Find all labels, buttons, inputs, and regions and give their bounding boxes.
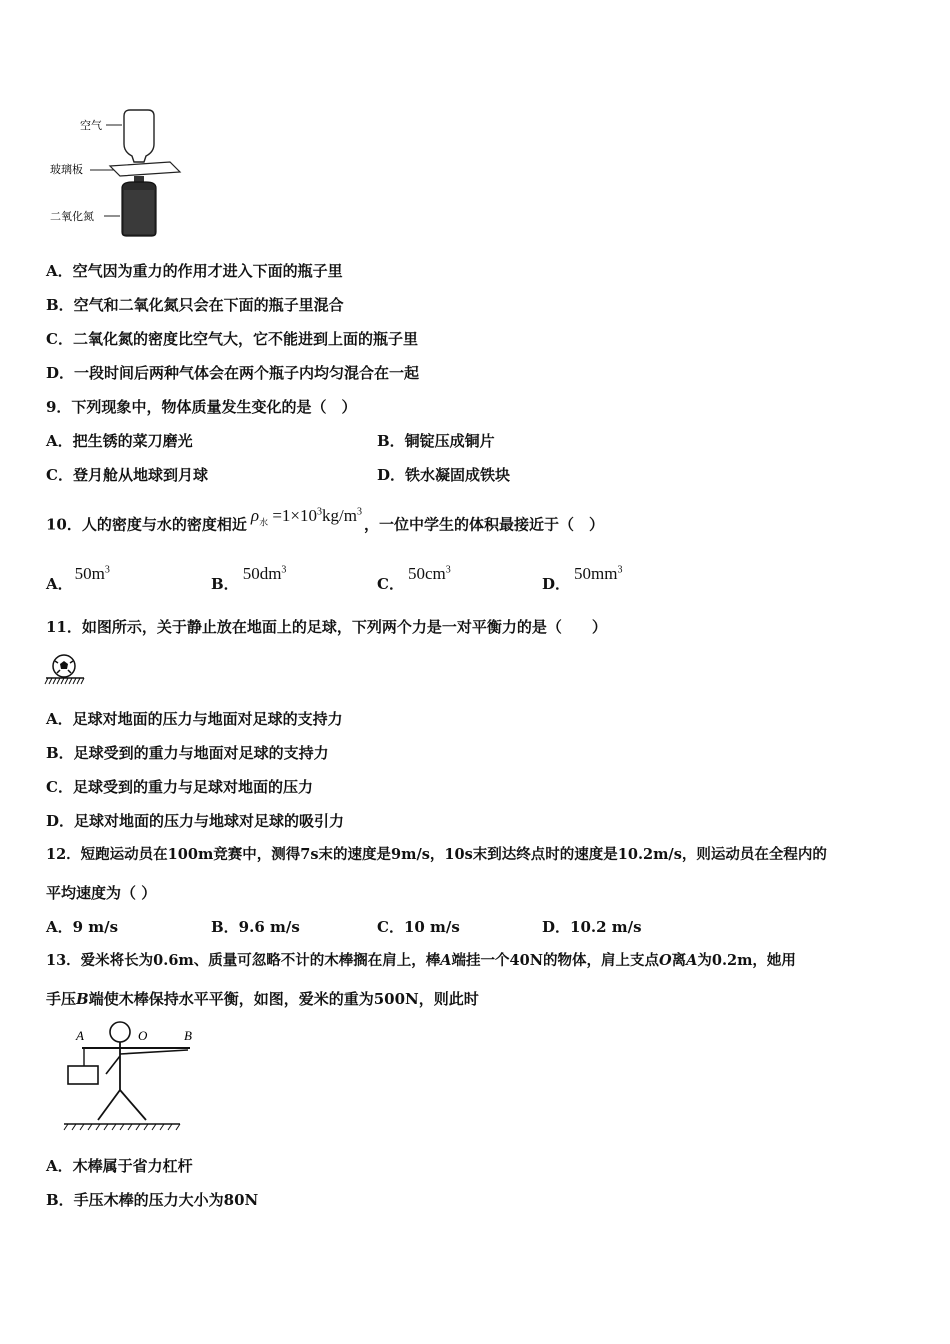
q10-option-a: [46, 560, 110, 593]
q10-option-c: [377, 560, 451, 593]
q8-option-d: D．一段时间后两种气体会在两个瓶子内均匀混合在一起: [46, 364, 420, 382]
fig3-label-b: B: [184, 1028, 192, 1043]
q10-option-c-letter: C．: [377, 574, 404, 593]
soccer-ball-figure: [44, 652, 86, 688]
q9-option-b: B．铜锭压成铜片: [377, 432, 495, 450]
q11-option-a: A．足球对地面的压力与地面对足球的支持力: [46, 710, 343, 728]
rho-subscript: 水: [259, 517, 269, 528]
label-no2: 二氧化氮: [50, 210, 94, 223]
q10-option-a-letter: A．: [46, 574, 73, 593]
q12-option-c: C．10 m/s: [377, 918, 460, 936]
q12-stem-line2: 平均速度为（ ）: [46, 884, 157, 902]
q8-option-a: A．空气因为重力的作用才进入下面的瓶子里: [46, 262, 343, 280]
q10-option-b-letter: B．: [211, 574, 239, 593]
label-glass-plate: 玻璃板: [50, 163, 83, 176]
q11-option-b: B．足球受到的重力与地面对足球的支持力: [46, 744, 329, 762]
label-air: 空气: [80, 119, 102, 132]
q11-option-d: D．足球对地面的压力与地球对足球的吸引力: [46, 812, 345, 830]
q13-stem-line2: 手压B端使木棒保持水平平衡，如图，爱米的重为500N，则此时: [46, 990, 479, 1008]
q8-option-c: C．二氧化氮的密度比空气大，它不能进到上面的瓶子里: [46, 330, 418, 348]
q10-stem-post: ，一位中学生的体积最接近于（ ）: [363, 515, 604, 534]
q10-option-a-value: $50m^3$: [74, 563, 110, 583]
formula-exp: 3: [317, 506, 323, 517]
rho-symbol: ρ: [250, 505, 260, 525]
q10-stem-pre: 10．人的密度与水的密度相近: [46, 515, 247, 534]
q12-option-d: D．10.2 m/s: [542, 918, 642, 936]
q10-stem: [46, 505, 604, 541]
lever-person-figure: [60, 1020, 210, 1132]
q11-option-c: C．足球受到的重力与足球对地面的压力: [46, 778, 313, 796]
q10-option-d-letter: D．: [542, 574, 571, 593]
q9-stem: 9．下列现象中，物体质量发生变化的是（ ）: [46, 398, 357, 416]
q8-option-b: B．空气和二氧化氮只会在下面的瓶子里混合: [46, 296, 344, 314]
q9-option-d: D．铁水凝固成铁块: [377, 466, 511, 484]
fig3-label-a: A: [76, 1028, 84, 1043]
formula-unit: kg/m: [322, 505, 357, 525]
fig3-label-o: O: [138, 1028, 148, 1043]
q13-option-a: A．木棒属于省力杠杆: [46, 1157, 193, 1175]
q9-option-a: A．把生锈的菜刀磨光: [46, 432, 193, 450]
q11-stem: 11．如图所示，关于静止放在地面上的足球，下列两个力是一对平衡力的是（ ）: [46, 618, 607, 636]
q10-density-formula: [250, 505, 362, 528]
formula-unit-exp: 3: [356, 506, 362, 517]
q13-stem-line1: 13．爱米将长为0.6m、质量可忽略不计的木棒搁在肩上，棒A端挂一个40N的物体，肩上支点O离A为0.2m，她用: [46, 952, 796, 969]
q10-option-d-value: $50mm^3$: [574, 563, 623, 583]
q10-option-b-value: $50dm^3$: [242, 563, 287, 583]
gas-diffusion-figure: [48, 104, 188, 242]
q10-option-c-value: $50cm^3$: [407, 563, 451, 583]
q10-option-b: [211, 560, 287, 593]
q13-option-b: B．手压木棒的压力大小为80N: [46, 1191, 259, 1209]
q10-option-d: [542, 560, 623, 593]
q12-stem-line1: 12．短跑运动员在100m竞赛中，测得7s末的速度是9m/s，10s末到达终点时的速度是10.2m/s，则运动员在全程内的: [46, 846, 827, 863]
q12-option-b: B．9.6 m/s: [211, 918, 300, 936]
q12-option-a: A．9 m/s: [46, 918, 119, 936]
q9-option-c: C．登月舱从地球到月球: [46, 466, 208, 484]
formula-main: =1×10: [272, 505, 318, 525]
